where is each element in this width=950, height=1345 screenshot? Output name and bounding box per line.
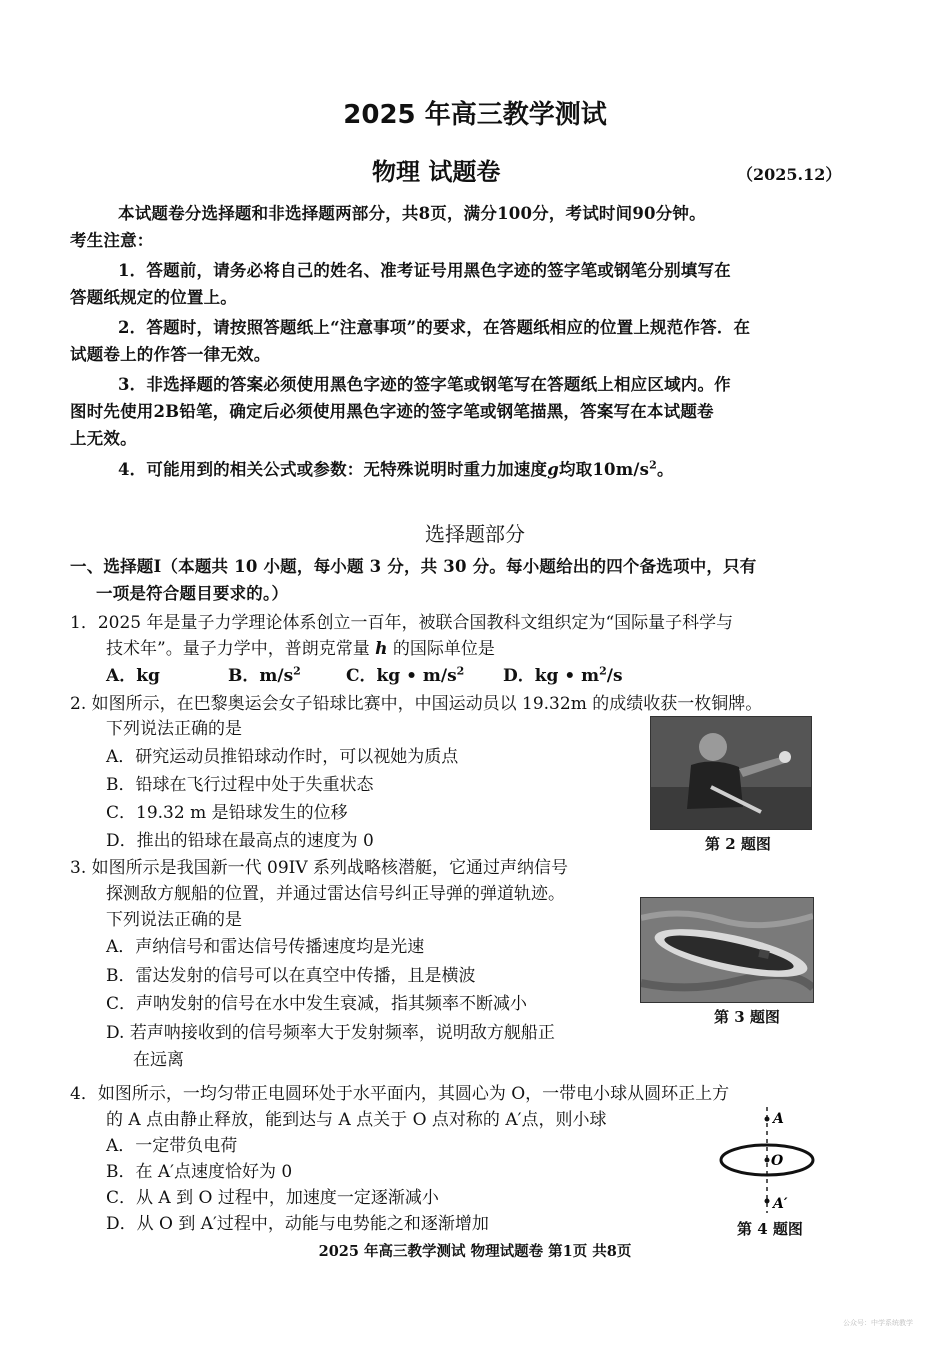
notice-item-3-line3: 上无效。 (70, 429, 137, 448)
point-o (765, 1158, 770, 1163)
q1-stem-line1: 1．2025 年是量子力学理论体系创立一百年，被联合国教科文组织定为“国际量子科学与 (70, 613, 734, 633)
notice-item-3-line2: 图时先使用2B铅笔，确定后必须使用黑色字迹的签字笔或钢笔描黑，答案写在本试题卷 (70, 402, 714, 421)
shot-put-illustration (651, 717, 811, 829)
q4-figure-caption: 第 4 题图 (737, 1220, 803, 1238)
label-o: O (771, 1153, 784, 1169)
part1-heading-line2: 一项是符合题目要求的。） (96, 584, 289, 603)
exam-subtitle: 物理 试题卷 (372, 158, 501, 186)
q2-stem-line1: 2. 如图所示，在巴黎奥运会女子铅球比赛中，中国运动员以 19.32m 的成绩收获一枚铜牌。 (70, 694, 763, 714)
q3-option-b: B．雷达发射的信号可以在真空中传播，且是横波 (106, 966, 476, 986)
q3-option-d-line2: 在远离 (133, 1050, 184, 1070)
q4-option-c: C．从 A 到 O 过程中，加速度一定逐渐减小 (106, 1188, 439, 1208)
intro-text: 本试题卷分选择题和非选择题两部分，共8页，满分100分，考试时间90分钟。 (118, 204, 706, 223)
notice-item-1-line2: 答题纸规定的位置上。 (70, 288, 237, 307)
section-title: 选择题部分 (425, 522, 525, 546)
shot-put-photo (650, 716, 812, 830)
q1-option-b: B．$m/s^2$ (228, 664, 301, 686)
notice-item-2-line1: 2．答题时，请按照答题纸上“注意事项”的要求，在答题纸相应的位置上规范作答．在 (118, 318, 751, 337)
q3-stem-line2: 探测敌方舰船的位置，并通过雷达信号纠正导弹的弹道轨迹。 (106, 884, 565, 904)
ring-diagram (705, 1105, 825, 1215)
q4-option-d: D．从 O 到 A′过程中，动能与电势能之和逐渐增加 (106, 1214, 489, 1234)
point-a (765, 1117, 770, 1122)
label-a: A (773, 1111, 784, 1127)
notice-item-1-line1: 1．答题前，请务必将自己的姓名、准考证号用黑色字迹的签字笔或钢笔分别填写在 (118, 261, 731, 280)
q1-option-a: A．kg (106, 666, 160, 686)
q1-option-c: C．kg • $m/s^2$ (346, 664, 465, 686)
q2-figure-caption: 第 2 题图 (705, 835, 771, 853)
q4-option-a: A．一定带负电荷 (106, 1136, 238, 1156)
q2-option-c: C．19.32 m 是铅球发生的位移 (106, 803, 348, 823)
notice-item-3-line1: 3．非选择题的答案必须使用黑色字迹的签字笔或钢笔写在答题纸上相应区域内。作 (118, 375, 731, 394)
q2-option-a: A．研究运动员推铅球动作时，可以视她为质点 (106, 747, 459, 767)
q1-stem-line2: 技术年”。量子力学中，普朗克常量 h 的国际单位是 (106, 639, 495, 659)
watermark: 公众号：中学系统教学 (843, 1319, 913, 1327)
q3-option-c: C．声呐发射的信号在水中发生衰减，指其频率不断减小 (106, 994, 528, 1014)
q2-option-d: D．推出的铅球在最高点的速度为 0 (106, 831, 374, 851)
q3-stem-line1: 3. 如图所示是我国新一代 09IV 系列战略核潜艇，它通过声纳信号 (70, 858, 569, 878)
submarine-illustration (641, 898, 813, 1002)
q4-stem-line2: 的 A 点由静止释放，能到达与 A 点关于 O 点对称的 A′点，则小球 (106, 1110, 607, 1130)
q3-option-d-line1: D. 若声呐接收到的信号频率大于发射频率，说明敌方舰船正 (106, 1023, 555, 1043)
notice-label: 考生注意： (70, 231, 154, 250)
page-footer: 2025 年高三教学测试 物理试题卷 第1页 共8页 (318, 1243, 632, 1260)
part1-heading-line1: 一、选择题Ⅰ（本题共 10 小题，每小题 3 分，共 30 分。每小题给出的四个备选项中，只有 (70, 557, 757, 576)
q4-option-b: B．在 A′点速度恰好为 0 (106, 1162, 293, 1182)
q4-stem-line1: 4．如图所示，一均匀带正电圆环处于水平面内，其圆心为 O，一带电小球从圆环正上方 (70, 1084, 730, 1104)
q2-option-b: B．铅球在飞行过程中处于失重状态 (106, 775, 374, 795)
exam-title: 2025 年高三教学测试 (343, 100, 607, 130)
q2-stem-line2: 下列说法正确的是 (106, 719, 242, 739)
point-a-prime (765, 1199, 770, 1204)
q3-stem-line3: 下列说法正确的是 (106, 910, 242, 930)
q3-option-a: A．声纳信号和雷达信号传播速度均是光速 (106, 937, 425, 957)
label-a-prime: A′ (773, 1196, 788, 1212)
notice-item-4: 4．可能用到的相关公式或参数：无特殊说明时重力加速度g均取$10m/s^2$。 (118, 458, 674, 479)
exam-date: （2025.12） (737, 165, 842, 184)
notice-item-2-line2: 试题卷上的作答一律无效。 (70, 345, 271, 364)
q1-option-d: D．kg • $m^2/s$ (503, 664, 623, 686)
submarine-photo (640, 897, 814, 1003)
q3-figure-caption: 第 3 题图 (714, 1008, 780, 1026)
